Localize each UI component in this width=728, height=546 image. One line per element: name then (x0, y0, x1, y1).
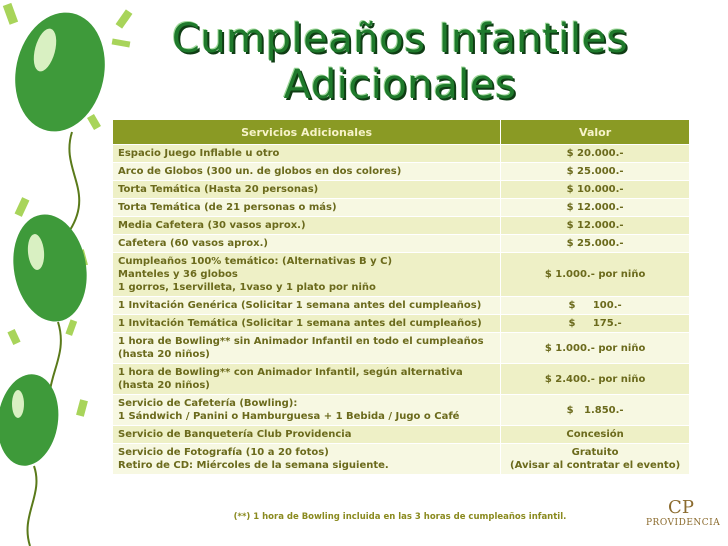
service-text: Servicio de Fotografía (10 a 20 fotos) (118, 447, 329, 458)
service-text: 1 Sándwich / Panini o Hamburguesa + 1 Bebida / Jugo o Café (118, 411, 460, 422)
service-text: Manteles y 36 globos (118, 269, 238, 280)
value-text: $ 20.000.- (566, 148, 624, 159)
table-row (113, 297, 690, 315)
table-row (113, 364, 690, 395)
value-text: $ 1.000.- por niño (544, 342, 646, 354)
value-cell (501, 235, 690, 253)
title-line-1: Cumpleaños Infantiles (171, 16, 629, 62)
service-cell (113, 426, 501, 444)
value-text: $ 1.850.- (566, 404, 624, 416)
service-text: 1 Invitación Genérica (Solicitar 1 semana antes del cumpleaños) (118, 300, 482, 311)
service-cell (113, 217, 501, 235)
table-row (113, 444, 690, 475)
header-services: Servicios Adicionales (113, 120, 501, 145)
value-text: (Avisar al contratar el evento) (510, 460, 681, 471)
value-cell (501, 333, 690, 364)
table-row (113, 253, 690, 297)
service-text: (hasta 20 niños) (118, 349, 210, 360)
service-text: Arco de Globos (300 un. de globos en dos colores) (118, 166, 402, 177)
value-cell (501, 315, 690, 333)
value-text: $ 100.- (568, 300, 622, 311)
service-cell (113, 395, 501, 426)
value-cell (501, 364, 690, 395)
value-cell (501, 297, 690, 315)
value-text: $ 1.000.- por niño (544, 269, 646, 280)
service-text: Servicio de Banquetería Club Providencia (118, 429, 352, 440)
value-text: $ 25.000.- (566, 166, 624, 177)
page-title (120, 16, 680, 108)
table-row (113, 163, 690, 181)
value-cell (501, 181, 690, 199)
service-text: Media Cafetera (30 vasos aprox.) (118, 220, 306, 231)
value-cell (501, 444, 690, 475)
value-text: $ 25.000.- (566, 238, 624, 249)
table-row (113, 395, 690, 426)
service-cell (113, 181, 501, 199)
table-row (113, 217, 690, 235)
header-value: Valor (501, 120, 690, 145)
value-text: Gratuito (571, 447, 619, 458)
table-row (113, 235, 690, 253)
service-text: 1 hora de Bowling** con Animador Infantil, según alternativa (118, 367, 463, 378)
value-cell (501, 199, 690, 217)
service-text: 1 hora de Bowling** sin Animador Infantil en todo el cumpleaños (118, 336, 484, 347)
service-cell (113, 235, 501, 253)
table-row (113, 199, 690, 217)
service-text: 1 Invitación Temática (Solicitar 1 semana antes del cumpleaños) (118, 318, 482, 329)
logo-mark: CP (668, 497, 694, 518)
value-cell (501, 217, 690, 235)
value-text: $ 175.- (568, 318, 622, 329)
services-table (112, 119, 690, 475)
value-cell (501, 163, 690, 181)
value-text: $ 12.000.- (566, 202, 624, 213)
service-cell (113, 199, 501, 217)
service-cell (113, 444, 501, 475)
club-logo (646, 497, 721, 542)
value-text: $ 10.000.- (566, 184, 624, 195)
footnote: (**) 1 hora de Bowling incluida en las 3 horas de cumpleaños infantil. (233, 512, 567, 522)
service-text: 1 gorros, 1servilleta, 1vaso y 1 plato por niño (118, 282, 376, 293)
service-cell (113, 364, 501, 395)
service-text: Servicio de Cafetería (Bowling): (118, 398, 298, 409)
table-row (113, 181, 690, 199)
value-text: $ 12.000.- (566, 220, 624, 231)
service-text: Torta Temática (de 21 personas o más) (118, 202, 337, 213)
value-cell (501, 395, 690, 426)
table-row (113, 315, 690, 333)
service-text: Torta Temática (Hasta 20 personas) (118, 184, 319, 195)
value-text: Concesión (566, 429, 624, 440)
service-text: Retiro de CD: Miércoles de la semana siguiente. (118, 460, 389, 471)
service-text: (hasta 20 niños) (118, 380, 210, 391)
service-cell (113, 297, 501, 315)
title-line-2: Adicionales (283, 62, 517, 108)
table-row (113, 426, 690, 444)
table-body (113, 145, 690, 475)
value-cell (501, 145, 690, 163)
service-text: Cumpleaños 100% temático: (Alternativas B y C) (118, 256, 393, 267)
service-cell (113, 315, 501, 333)
service-cell (113, 163, 501, 181)
value-cell (501, 426, 690, 444)
service-cell (113, 253, 501, 297)
service-cell (113, 333, 501, 364)
service-text: Espacio Juego Inflable u otro (118, 148, 280, 159)
value-cell (501, 253, 690, 297)
table-row (113, 333, 690, 364)
value-text: $ 2.400.- por niño (544, 373, 646, 385)
service-text: Cafetera (60 vasos aprox.) (118, 238, 268, 249)
table-header-row (113, 120, 690, 145)
service-cell (113, 145, 501, 163)
logo-name: PROVIDENCIA (646, 518, 721, 528)
table-row (113, 145, 690, 163)
